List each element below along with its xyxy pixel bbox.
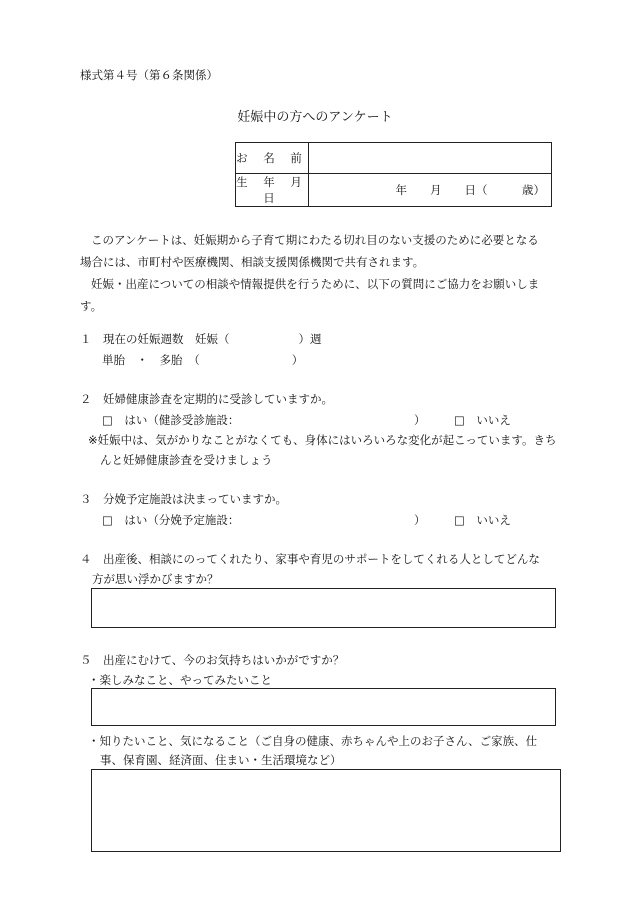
q2-text: ２ 妊婦健康診査を定期的に受診していますか。: [80, 392, 333, 406]
q5-sub-2-line-1: ・知りたいこと、気になること（ご自身の健康、赤ちゃんや上のお子さん、ご家族、仕: [88, 734, 538, 748]
dob-field[interactable]: [309, 174, 552, 207]
q4-answer-box[interactable]: [91, 588, 556, 628]
page-title: 妊娠中の方へのアンケート: [237, 110, 393, 125]
q5-sub-1: ・楽しみなこと、やってみたいこと: [88, 673, 272, 687]
q1-sub: 単胎 ・ 多胎 （ ）: [102, 353, 304, 367]
q2-option-yes[interactable]: □ はい（健診受診施設：: [102, 413, 240, 427]
name-label: お 名 前: [236, 143, 309, 174]
form-number: 様式第４号（第６条関係）: [80, 68, 218, 82]
intro-line-2: 場合には、市町村や医療機関、相談支援関係機関で共有されます。: [80, 255, 425, 269]
q5-answer-box-2[interactable]: [91, 769, 561, 852]
intro-line-3: 妊娠・出産についての相談や情報提供を行うために、以下の質問にご協力をお願いしま: [91, 277, 540, 291]
q3-option-no[interactable]: □ いいえ: [454, 513, 511, 527]
q3-text: ３ 分娩予定施設は決まっていますか。: [80, 492, 287, 506]
q5-answer-box-1[interactable]: [91, 688, 556, 726]
q3-close-paren: ）: [414, 513, 426, 527]
q2-note-line-1: ※妊娠中は、気がかりなことがなくても、身体にはいろいろな変化が起こっています。きち: [88, 433, 557, 447]
q1-text: １ 現在の妊娠週数 妊娠（ ）週: [80, 332, 322, 346]
q2-note-line-2: んと妊婦健康診査を受けましょう: [100, 453, 273, 467]
name-field[interactable]: [309, 143, 552, 174]
q3-option-yes[interactable]: □ はい（分娩予定施設：: [102, 513, 240, 527]
dob-label: 生 年 月 日: [236, 175, 308, 205]
q4-line-1: ４ 出産後、相談にのってくれたり、家事や育児のサポートをしてくれる人としてどんな: [80, 552, 540, 566]
q2-option-no[interactable]: □ いいえ: [454, 413, 511, 427]
intro-paragraph: [80, 229, 539, 317]
q2-close-paren: ）: [414, 413, 426, 427]
q4-line-2: 方が思い浮かびますか？: [92, 572, 219, 586]
q5-text: ５ 出産にむけて、今のお気持ちはいかがですか？: [80, 653, 345, 667]
intro-line-1: このアンケートは、妊娠期から子育て期にわたる切れ目のない支援のために必要となる: [91, 233, 539, 247]
dob-value: 年 月 日（ 歳）: [395, 183, 545, 197]
info-table: [235, 142, 552, 207]
intro-line-4: す。: [80, 299, 103, 313]
q5-sub-2-line-2: 事、保育園、経済面、住まい・生活環境など）: [100, 753, 342, 767]
